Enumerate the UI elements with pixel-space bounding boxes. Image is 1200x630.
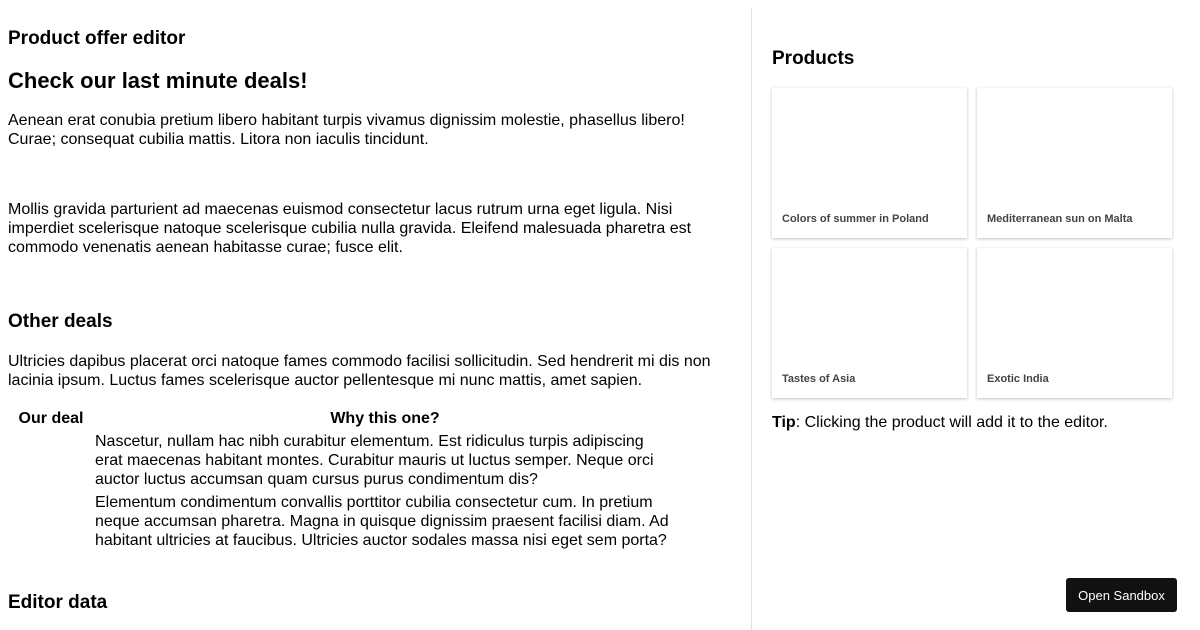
open-sandbox-button[interactable]: Open Sandbox xyxy=(1066,578,1177,612)
deal-cell[interactable] xyxy=(10,492,92,551)
panel-divider xyxy=(751,8,752,630)
hero-heading[interactable]: Check our last minute deals! xyxy=(8,68,308,93)
editor-data-heading: Editor data xyxy=(8,592,108,613)
product-card[interactable] xyxy=(977,88,1172,238)
page-title: Product offer editor xyxy=(8,28,186,49)
deal-cell[interactable] xyxy=(10,431,92,490)
reason-cell[interactable]: Elementum condimentum convallis porttitor cubilia consectetur cum. In pretium neque accumsan pharetra. Magna in quisque dignissim praesent facilisi diam. Ad habitant ultricies at faucibus. Ultricies auctor sodales massa nisi eget sem porta? xyxy=(95,494,669,549)
products-heading: Products xyxy=(772,48,855,69)
product-card[interactable] xyxy=(772,248,967,398)
table-row xyxy=(10,492,676,551)
table-row xyxy=(10,431,676,490)
second-paragraph[interactable]: Mollis gravida parturient ad maecenas euismod consectetur lacus rutrum urna eget ligula. Nisi imperdiet scelerisque natoque scelerisque cubilia nulla gravida. Eleifend malesuada pharetra est commodo venenatis aenean habitasse curae; fusce elit. xyxy=(8,201,692,256)
product-card-label: Mediterranean sun on Malta xyxy=(987,213,1133,225)
product-card-label: Exotic India xyxy=(987,373,1049,385)
other-deals-heading[interactable]: Other deals xyxy=(8,311,113,332)
table-header-why[interactable]: Why this one? xyxy=(330,410,440,427)
tip-label: Tip xyxy=(772,414,796,431)
deals-table[interactable] xyxy=(8,406,678,553)
product-card-label: Tastes of Asia xyxy=(782,373,856,385)
tip-text xyxy=(772,413,1108,432)
intro-paragraph[interactable]: Aenean erat conubia pretium libero habitant turpis vivamus dignissim molestie, phasellus libero! Curae; consequat cubilia mattis. Litora non iaculis tincidunt. xyxy=(8,112,685,148)
other-deals-paragraph[interactable]: Ultricies dapibus placerat orci natoque fames commodo facilisi sollicitudin. Sed hendrerit mi dis non lacinia ipsum. Luctus fames scelerisque auctor pellentesque mi nunc mattis, amet sapien. xyxy=(8,353,711,389)
product-card[interactable] xyxy=(977,248,1172,398)
products-sidebar xyxy=(772,0,1182,630)
product-card[interactable] xyxy=(772,88,967,238)
product-card-label: Colors of summer in Poland xyxy=(782,213,929,225)
tip-message: : Clicking the product will add it to the editor. xyxy=(795,414,1108,431)
table-header-our-deal[interactable]: Our deal xyxy=(18,410,84,427)
reason-cell[interactable]: Nascetur, nullam hac nibh curabitur elementum. Est ridiculus turpis adipiscing erat maecenas habitant montes. Curabitur mauris ut luctus semper. Neque orci auctor luctus accumsan quam cursus purus condimentum dis? xyxy=(95,433,654,488)
